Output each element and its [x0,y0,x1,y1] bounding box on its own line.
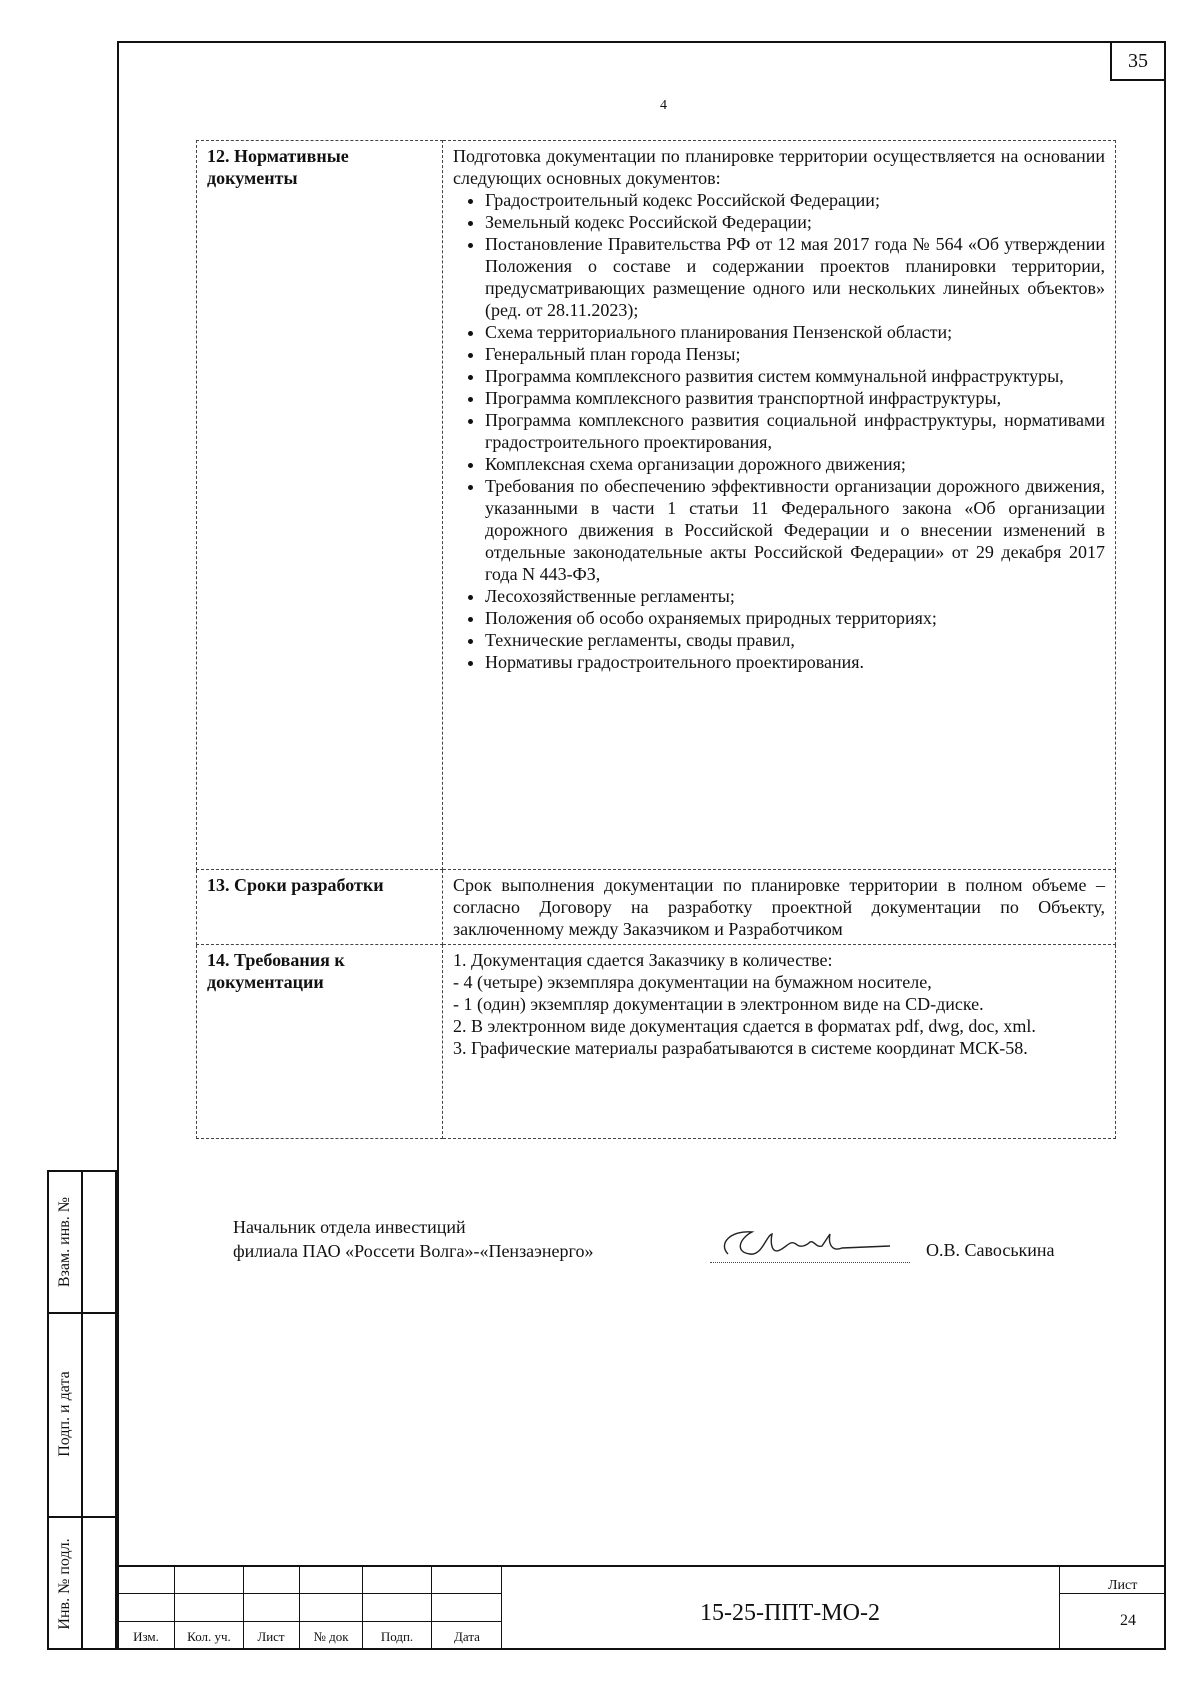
side-label: Подп. и дата [56,1371,73,1457]
list-item: • Лесохозяйственные регламенты; [485,585,1105,607]
side-label: Взам. инв. № [56,1196,73,1288]
requirement-line: - 4 (четыре) экземпляра документации на бумажном носителе, [453,972,932,992]
document-list [453,189,1105,673]
table-row [197,870,1116,945]
row-heading: 12. Нормативные документы [197,141,443,870]
row-heading: 13. Сроки разработки [197,870,443,945]
col-header: Лист [257,1629,285,1644]
requirement-line: 1. Документация сдается Заказчику в количестве: [453,950,833,970]
list-item: • Программа комплексного развития транспортной инфраструктуры, [485,387,1105,409]
signature-line [710,1232,910,1263]
position-line: Начальник отдела инвестиций [233,1217,466,1237]
row-intro: Подготовка документации по планировке территории осуществляется на основании следующих основных документов: [453,146,1105,188]
sheet-value: 24 [1120,1612,1136,1629]
inner-page-number: 4 [660,98,667,113]
list-item: • Генеральный план города Пензы; [485,343,1105,365]
handwritten-signature [710,1224,910,1264]
sheet-number: 35 [1110,41,1166,81]
table-row [197,141,1116,870]
list-item: • Комплексная схема организации дорожного движения; [485,453,1105,475]
table-row [197,945,1116,1139]
side-stamp [47,1170,117,1650]
list-item: • Программа комплексного развития социальной инфраструктуры, нормативами градостроительного проектирования, [485,409,1105,453]
list-item: • Постановление Правительства РФ от 12 мая 2017 года № 564 «Об утверждении Положения о составе и содержании проектов планировки территории, предусматривающих размещение одного или нескольких линейных объектов» (ред. от 28.11.2023); [485,233,1105,321]
requirement-line: - 1 (один) экземпляр документации в электронном виде на CD-диске. [453,994,984,1014]
col-header: Дата [454,1629,480,1644]
signatory-position [233,1215,593,1263]
col-header: Изм. [133,1629,159,1644]
list-item: • Технические регламенты, своды правил, [485,629,1105,651]
col-header: № док [313,1629,349,1644]
list-item: • Нормативы градостроительного проектирования. [485,651,1105,673]
list-item: • Требования по обеспечению эффективности организации дорожного движения, указанными в части 1 статьи 11 Федерального закона «Об организации дорожного движения в Российской Федерации и о внесении изменений в отдельные законодательные акты Российской Федерации» от 29 декабря 2017 года N 443-ФЗ, [485,475,1105,585]
list-item: • Земельный кодекс Российской Федерации; [485,211,1105,233]
sheet-label: Лист [1108,1578,1138,1593]
side-label: Инв. № подл. [56,1538,73,1630]
requirements-table [196,140,1116,1139]
row-heading: 14. Требования к документации [197,945,443,1139]
list-item: • Программа комплексного развития систем коммунальной инфраструктуры, [485,365,1105,387]
title-block [117,1565,1166,1650]
col-header: Подп. [380,1629,414,1644]
position-line: филиала ПАО «Россети Волга»-«Пензаэнерго» [233,1241,594,1261]
list-item: • Положения об особо охраняемых природных территориях; [485,607,1105,629]
requirement-line: 2. В электронном виде документация сдается в форматах pdf, dwg, doc, xml. [453,1016,1036,1036]
list-item: • Схема территориального планирования Пензенской области; [485,321,1105,343]
signatory-name: О.В. Савоськина [926,1240,1055,1260]
row-text: Срок выполнения документации по планировке территории в полном объеме – согласно Договору на разработку проектной документации по Объекту, заключенному между Заказчиком и Разработчиком [443,870,1116,945]
col-header: Кол. уч. [187,1629,231,1644]
list-item: • Градостроительный кодекс Российской Федерации; [485,189,1105,211]
requirement-line: 3. Графические материалы разрабатываются в системе координат МСК-58. [453,1038,1028,1058]
document-code: 15-25-ППТ-МО-2 [700,1600,880,1626]
